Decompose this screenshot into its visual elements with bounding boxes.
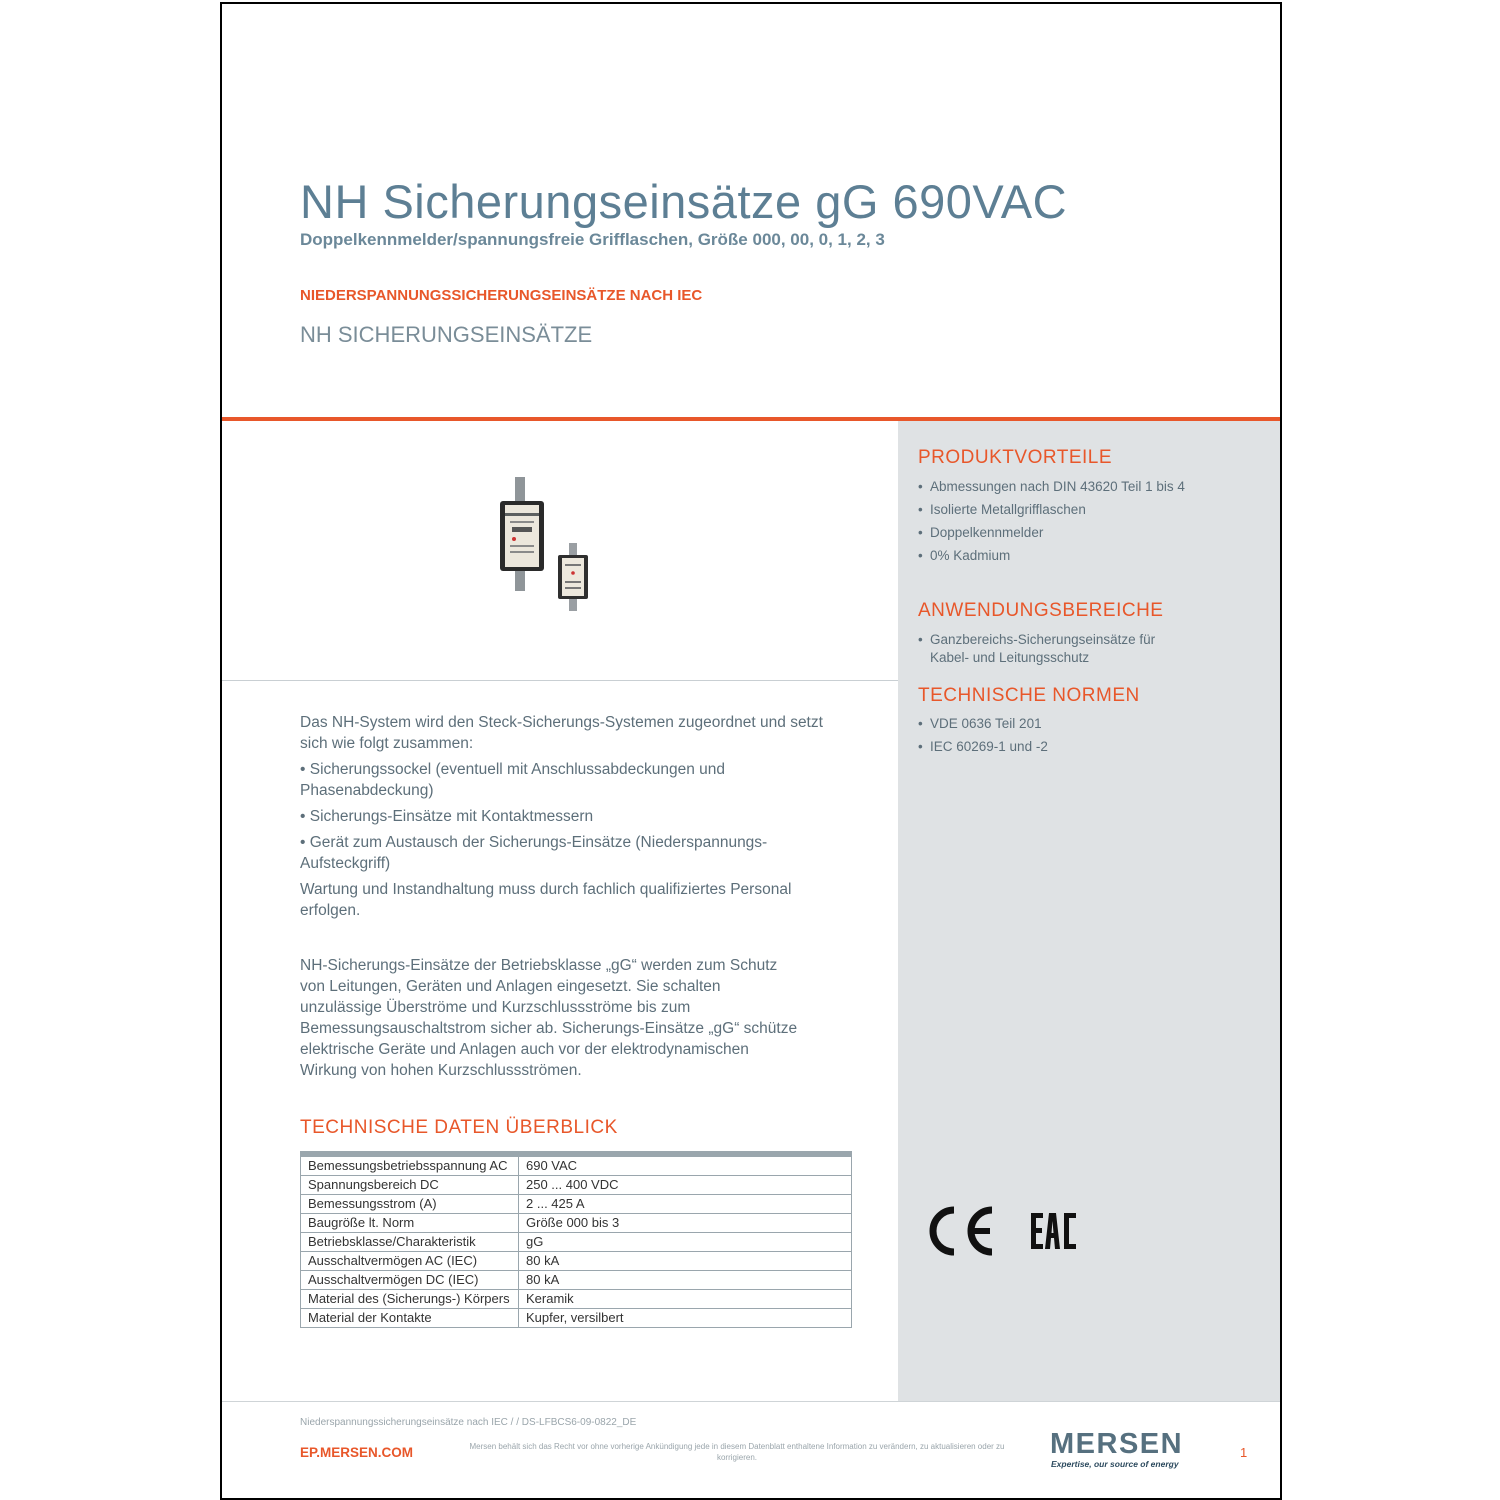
system-description [300, 712, 840, 926]
image-divider [222, 680, 898, 681]
table-row [301, 1271, 852, 1290]
table-value: 2 ... 425 A [519, 1195, 852, 1214]
benefit-item: • Abmessungen nach DIN 43620 Teil 1 bis 4 [918, 478, 1188, 496]
gg-paragraph: NH-Sicherungs-Einsätze der Betriebsklasse „gG“ werden zum Schutz von Leitungen, Geräten und Anlagen eingesetzt. Sie schalten unzulässige Überströme und Kurzschlussströme bis zum Bemessungsauschaltstrom sicher ab. Sicherungs-Einsätze „gG“ schütze elektrische Geräte und Anlagen auch vor der elektrodynamischen Wirkung von hohen Kurzschlussströmen. [300, 957, 798, 1079]
table-key: Ausschaltvermögen AC (IEC) [301, 1252, 519, 1271]
benefit-item: • 0% Kadmium [918, 547, 1188, 565]
table-value: 690 VAC [519, 1154, 852, 1176]
product-family: NH SICHERUNGSEINSÄTZE [300, 322, 593, 347]
benefit-item: • Doppelkennmelder [918, 524, 1188, 542]
legal-disclaimer: Mersen behält sich das Recht vor ohne vorherige Ankündigung jede in diesem Datenblatt enthaltene Information zu verändern, zu aktualisieren oder zu korrigieren. [469, 1442, 1005, 1462]
table-row [301, 1195, 852, 1214]
table-value: Größe 000 bis 3 [519, 1214, 852, 1233]
page-number: 1 [1240, 1445, 1248, 1460]
benefits-title: PRODUKTVORTEILE [918, 447, 1113, 468]
table-row [301, 1154, 852, 1176]
table-key: Bemessungsbetriebsspannung AC [301, 1154, 519, 1176]
table-value: gG [519, 1233, 852, 1252]
table-value: 80 kA [519, 1271, 852, 1290]
benefits-list [918, 478, 1188, 570]
component-item: • Sicherungs-Einsätze mit Kontaktmessern [300, 808, 594, 825]
standard-item: • VDE 0636 Teil 201 [918, 715, 1188, 733]
datasheet-page [220, 2, 1282, 1500]
mersen-logo [1050, 1428, 1210, 1478]
table-value: Keramik [519, 1290, 852, 1309]
intro-paragraph: Das NH-System wird den Steck-Sicherungs-Systemen zugeordnet und setzt sich wie folgt zusammen: [300, 714, 823, 752]
table-value: Kupfer, versilbert [519, 1309, 852, 1328]
standards-list [918, 715, 1188, 761]
website-link[interactable]: EP.MERSEN.COM [300, 1445, 414, 1460]
eac-mark-icon [1028, 1211, 1080, 1251]
table-key: Bemessungsstrom (A) [301, 1195, 519, 1214]
component-item: • Gerät zum Austausch der Sicherungs-Einsätze (Niederspannungs-Aufsteckgriff) [300, 834, 768, 872]
standards-title: TECHNISCHE NORMEN [918, 685, 1140, 706]
table-key: Material des (Sicherungs-) Körpers [301, 1290, 519, 1309]
product-image-area [222, 421, 898, 681]
application-item: • Ganzbereichs-Sicherungseinsätze für Kabel- und Leitungsschutz [918, 631, 1173, 667]
table-row [301, 1252, 852, 1271]
table-row [301, 1290, 852, 1309]
tech-data-table [300, 1151, 852, 1328]
applications-title: ANWENDUNGSBEREICHE [918, 600, 1164, 621]
maintenance-paragraph: Wartung und Instandhaltung muss durch fachlich qualifiziertes Personal erfolgen. [300, 881, 792, 919]
table-key: Ausschaltvermögen DC (IEC) [301, 1271, 519, 1290]
table-value: 80 kA [519, 1252, 852, 1271]
product-category: NIEDERSPANNUNGSSICHERUNGSEINSÄTZE NACH IEC [300, 287, 703, 304]
table-key: Baugröße lt. Norm [301, 1214, 519, 1233]
table-key: Betriebsklasse/Charakteristik [301, 1233, 519, 1252]
table-row [301, 1309, 852, 1328]
logo-tagline: Expertise, our source of energy [1051, 1459, 1179, 1469]
ce-mark-icon [924, 1202, 998, 1260]
component-item: • Sicherungssockel (eventuell mit Anschlussabdeckungen und Phasenabdeckung) [300, 761, 726, 799]
document-reference: Niederspannungssicherungseinsätze nach IEC / / DS-LFBCS6-09-0822_DE [300, 1417, 637, 1428]
fuse-product-image [222, 421, 898, 681]
footer-divider [222, 1401, 1280, 1402]
page-title: NH Sicherungseinsätze gG 690VAC [300, 175, 1068, 228]
certification-marks [924, 1202, 1080, 1265]
table-row [301, 1176, 852, 1195]
page-subtitle: Doppelkennmelder/spannungsfreie Grifflaschen, Größe 000, 00, 0, 1, 2, 3 [300, 230, 885, 249]
logo-wordmark: MERSEN [1050, 1428, 1184, 1460]
table-key: Spannungsbereich DC [301, 1176, 519, 1195]
applications-list [918, 631, 1173, 672]
gg-description [300, 955, 805, 1086]
table-row [301, 1233, 852, 1252]
table-row [301, 1214, 852, 1233]
standard-item: • IEC 60269-1 und -2 [918, 738, 1188, 756]
table-value: 250 ... 400 VDC [519, 1176, 852, 1195]
benefit-item: • Isolierte Metallgrifflaschen [918, 501, 1188, 519]
tech-data-title: TECHNISCHE DATEN ÜBERBLICK [300, 1117, 618, 1138]
table-key: Material der Kontakte [301, 1309, 519, 1328]
